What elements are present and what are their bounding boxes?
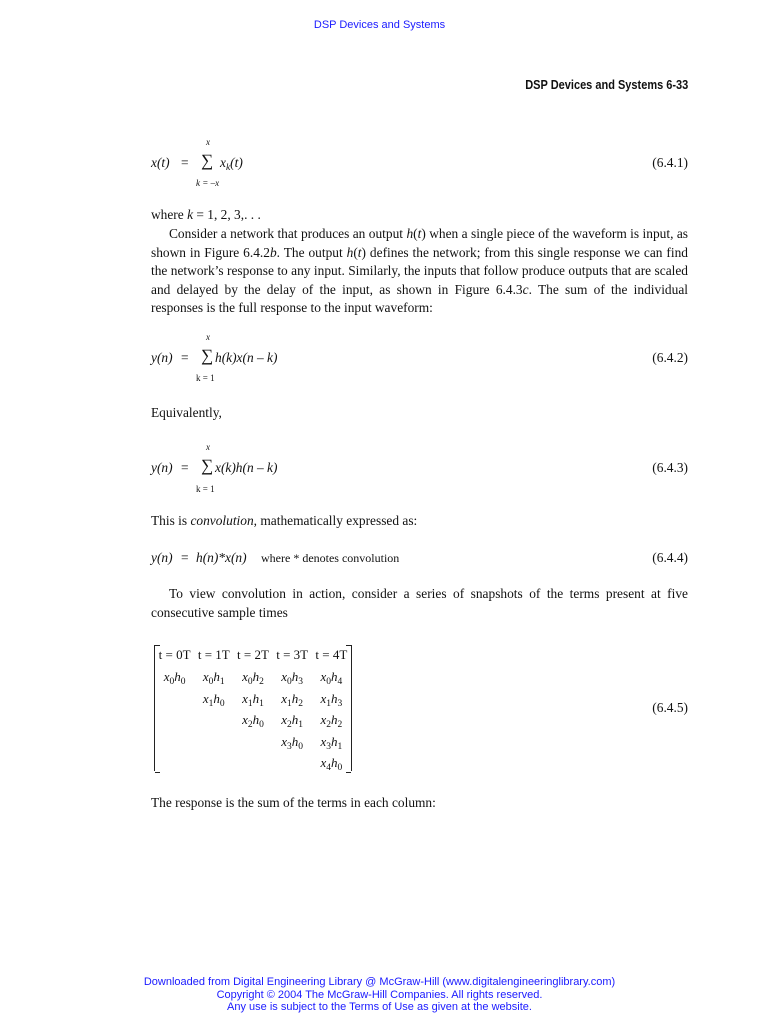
term-var: x bbox=[220, 155, 226, 170]
eq-equals: = bbox=[181, 155, 189, 170]
matrix-cell: $x_1h_1$ bbox=[242, 690, 264, 709]
term-sub: k bbox=[225, 163, 231, 173]
matrix-cell: $x_2h_0$ bbox=[242, 712, 264, 730]
matrix-header-cell: t = 2T bbox=[237, 647, 269, 662]
paragraph-response bbox=[151, 794, 688, 813]
text-run: . The output bbox=[276, 244, 347, 260]
x-index: 0 bbox=[326, 677, 331, 687]
italic-text: convolution bbox=[190, 513, 254, 528]
x-index: 0 bbox=[169, 677, 175, 687]
text-run: ) defines the network; from this single response we can find the network’s response to any input. Similarly, the inputs that follow produce outputs that are scaled and delayed by the delay of the input, as shown in Figure 6.4.3 bbox=[151, 244, 688, 297]
x-index: 2 bbox=[247, 720, 253, 730]
footer-copyright: Copyright © 2004 The McGraw-Hill Companies. All rights reserved. bbox=[216, 989, 543, 1001]
equation-number: (6.4.1) bbox=[652, 155, 688, 170]
paragraph-network bbox=[151, 225, 688, 318]
matrix-header-cell: t = 1T bbox=[197, 647, 230, 662]
text-run: To view convolution in action, consider a series of snapshots of the terms present at five consecutive sample times bbox=[151, 586, 688, 620]
matrix-row bbox=[155, 669, 351, 687]
sum-lower-limit: k = 1 bbox=[196, 484, 215, 494]
italic-text: h bbox=[346, 244, 354, 260]
equation-number: (6.4.3) bbox=[652, 460, 688, 475]
matrix bbox=[154, 645, 352, 771]
sigma-symbol: ∑ bbox=[201, 346, 214, 365]
eq-equals: = bbox=[181, 350, 189, 365]
italic-text: h bbox=[406, 226, 414, 241]
text-run: The response is the sum of the terms in each column: bbox=[151, 795, 436, 810]
text-run: where bbox=[151, 207, 188, 222]
x-index: 2 bbox=[287, 720, 292, 730]
paragraph-equivalently bbox=[151, 404, 688, 423]
matrix-cell: $x_0h_4$ bbox=[320, 669, 343, 687]
text-run: , mathematically expressed as: bbox=[253, 513, 418, 528]
matrix-cell bbox=[233, 734, 272, 752]
sigma-symbol: ∑ bbox=[201, 456, 214, 475]
footer-terms-link[interactable]: Any use is subject to the Terms of Use as given at the website. bbox=[227, 1001, 532, 1013]
matrix-cell: $x_0h_2$ bbox=[242, 669, 264, 687]
eq-lhs: y(n) bbox=[151, 550, 173, 565]
sum-upper-limit: x bbox=[206, 442, 210, 452]
text-run: Consider a network that produces an output bbox=[169, 226, 407, 241]
x-index: 0 bbox=[247, 677, 253, 687]
eq-term bbox=[220, 155, 243, 173]
matrix-cell: $x_0h_0$ bbox=[163, 669, 186, 687]
h-index: 2 bbox=[298, 698, 304, 709]
x-index: 3 bbox=[326, 741, 331, 752]
matrix-cell: $x_2h_1$ bbox=[281, 712, 304, 730]
text-run: = 1, 2, 3,. . . bbox=[193, 207, 261, 222]
h-index: 1 bbox=[259, 698, 264, 709]
matrix-cell: $x_0h_3$ bbox=[281, 669, 304, 687]
matrix-cell: $x_1h_0$ bbox=[202, 690, 225, 709]
paragraph-snapshots bbox=[151, 585, 688, 622]
matrix-cell bbox=[155, 755, 194, 773]
h-index: 1 bbox=[298, 720, 304, 730]
matrix-header-cell: t = 3T bbox=[276, 647, 309, 662]
equation-number: (6.4.5) bbox=[652, 700, 688, 715]
x-index: 4 bbox=[326, 763, 331, 773]
x-index: 2 bbox=[326, 720, 331, 730]
footer-download-link[interactable]: Downloaded from Digital Engineering Library @ McGraw-Hill (www.digitalengineeringlibrary.com) bbox=[143, 976, 616, 988]
matrix-cell: $x_2h_2$ bbox=[320, 712, 343, 730]
eq-rhs: h(n)*x(n) bbox=[196, 550, 247, 565]
text-run: This is bbox=[151, 513, 191, 528]
eq-lhs: y(n) bbox=[151, 350, 173, 365]
paragraph-where bbox=[151, 206, 688, 225]
text-run: ( bbox=[353, 244, 358, 260]
italic-text: c bbox=[522, 281, 529, 297]
sum-lower-limit: k = 1 bbox=[196, 373, 215, 383]
eq-equals: = bbox=[181, 460, 189, 475]
h-index: 0 bbox=[180, 677, 186, 687]
matrix-cell bbox=[155, 712, 194, 730]
term-arg: (t) bbox=[230, 155, 243, 170]
sum-lower-limit: k = –x bbox=[196, 178, 220, 188]
matrix-cell bbox=[233, 755, 272, 773]
matrix-header-cell: t = 4T bbox=[315, 647, 348, 662]
matrix-cell: $x_1h_3$ bbox=[320, 690, 343, 709]
h-index: 0 bbox=[259, 720, 264, 730]
matrix-header-cell: t = 0T bbox=[158, 647, 191, 662]
text-run: . The sum of the individual responses is the full response to the input waveform: bbox=[151, 281, 688, 316]
text-run: ) when a single piece of the waveform is input, as shown in Figure 6.4.2 bbox=[151, 226, 688, 260]
italic-text: t bbox=[357, 244, 362, 260]
sigma-symbol: ∑ bbox=[201, 151, 214, 170]
h-index: 0 bbox=[219, 698, 225, 709]
italic-text: t bbox=[417, 226, 422, 241]
x-index: 0 bbox=[208, 677, 214, 687]
eq-lhs: x(t) bbox=[151, 155, 170, 170]
italic-text: k bbox=[187, 207, 194, 222]
h-index: 2 bbox=[337, 720, 343, 730]
x-index: 1 bbox=[287, 698, 292, 709]
matrix-header-row bbox=[155, 647, 351, 663]
top-title-link[interactable]: DSP Devices and Systems bbox=[313, 19, 446, 31]
h-index: 1 bbox=[219, 677, 225, 687]
matrix-row bbox=[155, 734, 351, 752]
h-index: 0 bbox=[337, 763, 343, 773]
eq-lhs: y(n) bbox=[151, 460, 173, 475]
matrix-cell: $x_4h_0$ bbox=[320, 755, 343, 773]
running-head: DSP Devices and Systems 6-33 bbox=[524, 78, 688, 92]
text-run: Equivalently, bbox=[151, 405, 222, 420]
matrix-cell bbox=[273, 755, 312, 773]
eq-term: h(k)x(n – k) bbox=[215, 350, 278, 365]
x-index: 1 bbox=[208, 698, 214, 709]
h-index: 1 bbox=[337, 741, 343, 752]
h-index: 4 bbox=[337, 677, 343, 687]
matrix-cell: $x_3h_0$ bbox=[281, 733, 304, 752]
equation-number: (6.4.4) bbox=[652, 550, 688, 565]
eq-term: x(k)h(n – k) bbox=[215, 460, 278, 475]
matrix-cell bbox=[194, 712, 233, 730]
text-run: ( bbox=[413, 226, 418, 241]
x-index: 0 bbox=[287, 677, 292, 687]
matrix-row bbox=[155, 691, 351, 709]
sum-upper-limit: x bbox=[206, 137, 210, 147]
matrix-cell: $x_3h_1$ bbox=[320, 733, 343, 752]
x-index: 1 bbox=[326, 698, 331, 709]
sum-upper-limit: x bbox=[206, 332, 210, 342]
matrix-cell bbox=[155, 691, 194, 709]
matrix-cell bbox=[194, 755, 233, 773]
matrix-cell bbox=[194, 734, 233, 752]
matrix-cell: $x_1h_2$ bbox=[281, 690, 304, 709]
h-index: 3 bbox=[298, 677, 304, 687]
matrix-row bbox=[155, 755, 351, 773]
matrix-row bbox=[155, 712, 351, 730]
h-index: 2 bbox=[259, 677, 264, 687]
matrix-cell: $x_0h_1$ bbox=[202, 669, 225, 687]
eq-note: where * denotes convolution bbox=[261, 551, 400, 565]
italic-text: b bbox=[269, 244, 277, 260]
matrix-cell bbox=[155, 734, 194, 752]
paragraph-convolution bbox=[151, 512, 688, 531]
h-index: 3 bbox=[337, 698, 343, 709]
equation-number: (6.4.2) bbox=[652, 350, 688, 365]
eq-equals: = bbox=[181, 550, 189, 565]
x-index: 3 bbox=[287, 741, 292, 752]
x-index: 1 bbox=[247, 698, 253, 709]
h-index: 0 bbox=[298, 741, 304, 752]
